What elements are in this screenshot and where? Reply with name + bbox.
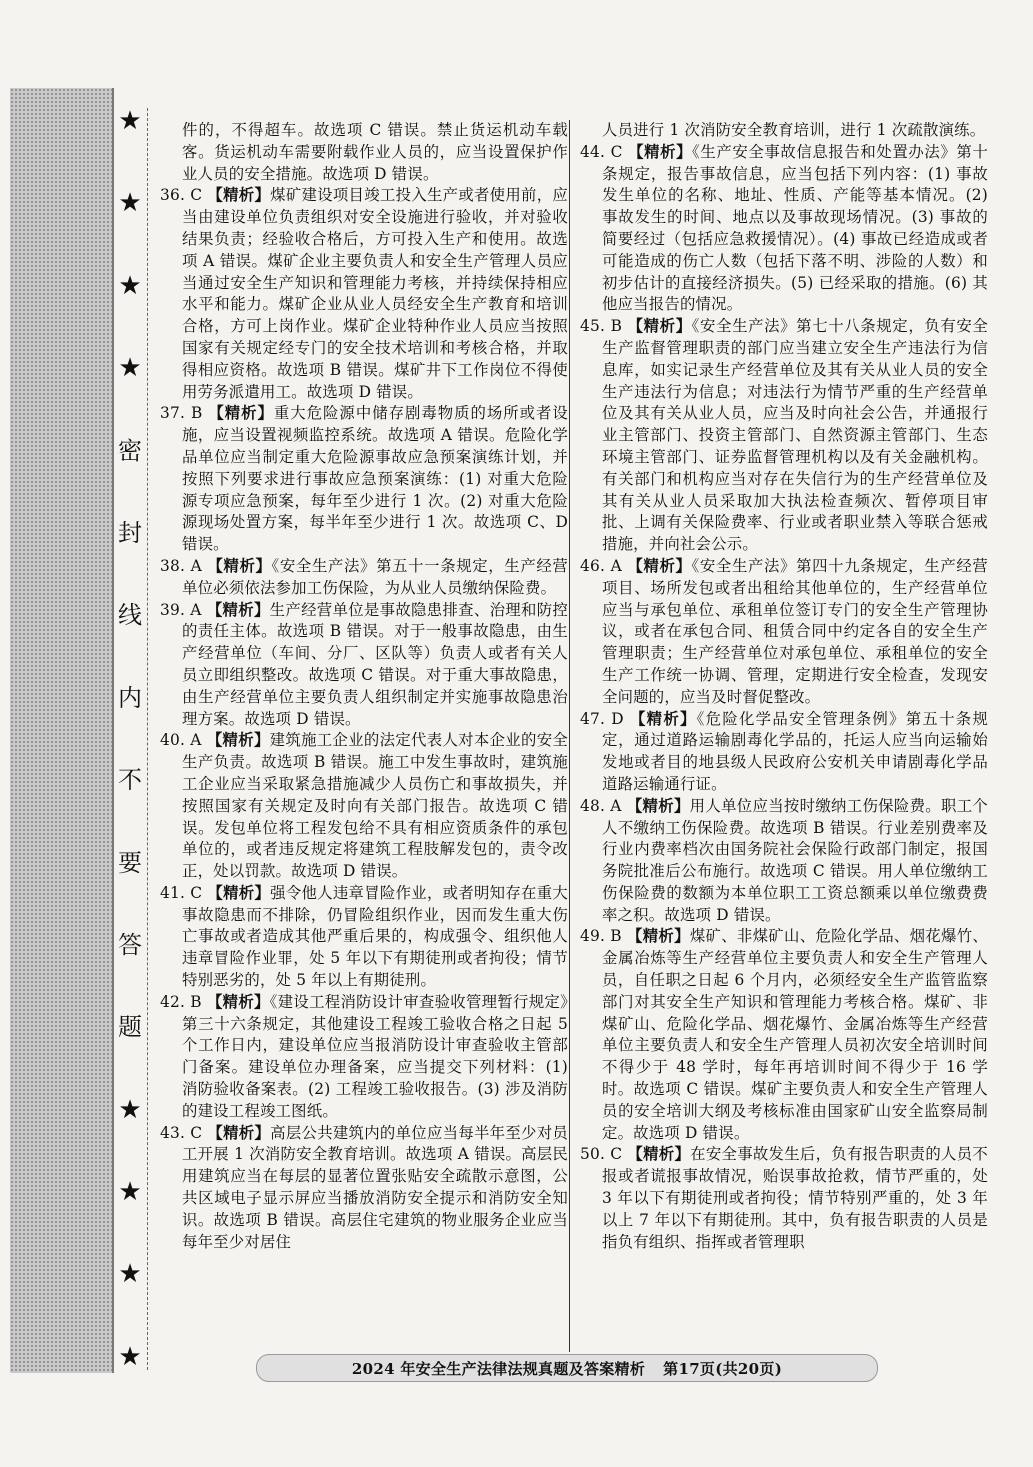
answer-text: 用人单位应当按时缴纳工伤保险费。职工个人不缴纳工伤保险费。故选项 B 错误。行业差别费率及行业内费率档次由国务院社会保险行政部门制定，报国务院批准后公布施行。故选项 C 错误。用人单位缴纳工伤保险费的数额为本单位职工工资总额乘以单位缴费费率之积。故选项 D 错误。	[602, 796, 989, 924]
answer-item	[580, 796, 988, 927]
answer-number: 46. A	[580, 556, 622, 575]
answer-text: 件的，不得超车。故选项 C 错误。禁止货运机动车载客。货运机动车需要附载作业人员的，应当设置保护作业人员的安全措施。故选项 D 错误。	[182, 121, 568, 183]
answer-number: 40. A	[160, 731, 202, 750]
analysis-tag: 【精析】	[627, 927, 690, 946]
seal-star-icon: ★	[118, 1177, 142, 1208]
answer-number: 44. C	[580, 142, 623, 161]
answer-text: 人员进行 1 次消防安全教育培训，进行 1 次疏散演练。	[602, 121, 986, 139]
analysis-tag: 【精析】	[207, 186, 271, 205]
answer-item	[160, 185, 568, 403]
footer-page-number: 第17页(共20页)	[663, 1359, 783, 1378]
answer-number: 42. B	[160, 992, 202, 1011]
analysis-tag: 【精析】	[628, 142, 693, 161]
answer-text: 生产经营单位是事故隐患排查、治理和防控的责任主体。故选项 B 错误。对于一般事故隐患，由生产经营单位（车间、分厂、区队等）负责人或者有关人员立即组织整改。故选项 C 错误。对于重大事故隐患，由生产经营单位主要负责人组织制定并实施事故隐患治理方案。故选项 D 错误。	[182, 600, 569, 728]
seal-star-icon: ★	[118, 1259, 142, 1290]
analysis-tag: 【精析】	[206, 600, 270, 619]
analysis-tag: 【精析】	[208, 404, 274, 423]
continued-paragraph	[580, 120, 988, 142]
answer-number: 43. C	[160, 1123, 203, 1142]
seal-char: 要	[118, 848, 142, 877]
answer-text: 煤矿、非煤矿山、危险化学品、烟花爆竹、金属冶炼等生产经营单位主要负责人和安全生产管理人员，自任职之日起 6 个月内，必须经安全生产监管监察部门对其安全生产知识和管理能力考核合格。煤矿、非煤矿山、危险化学品、烟花爆竹、金属冶炼等生产经营单位主要负责人和安全生产管理人员初次安全培训时间不得少于 48 学时，每年再培训时间不得少于 16 学时。故选项 C 错误。煤矿主要负责人和安全生产管理人员的安全培训大纲及考核标准由国家矿山安全监察局制定。故选项 D 错误。	[602, 927, 988, 1142]
analysis-tag: 【精析】	[207, 1123, 271, 1142]
answer-item	[580, 142, 988, 316]
answer-text: 《安全生产法》第七十八条规定，负有安全生产监督管理职责的部门应当建立安全生产违法行为信息库，如实记录生产经营单位及其有关从业人员的安全生产违法行为信息；对违法行为情节严重的生产经营单位及其有关从业人员，应当及时向社会公告，并通报行业主管部门、投资主管部门、自然资源主管部门、生态环境主管部门、证券监督管理机构以及有关金融机构。有关部门和机构应当对存在失信行为的生产经营单位及其有关从业人员采取加大执法检查频次、暂停项目审批、上调有关保险费率、行业或者职业禁入等联合惩戒措施，并向社会公示。	[602, 317, 988, 554]
seal-star-icon: ★	[118, 1341, 142, 1372]
answer-item	[160, 883, 568, 992]
answer-number: 41. C	[160, 883, 203, 902]
analysis-tag: 【精析】	[207, 556, 272, 575]
analysis-tag: 【精析】	[627, 317, 692, 336]
answer-number: 37. B	[160, 404, 203, 423]
answer-number: 36. C	[160, 186, 203, 205]
analysis-tag: 【精析】	[626, 796, 690, 815]
seal-star-icon: ★	[118, 106, 142, 136]
footer-title: 2024 年安全生产法律法规真题及答案精析	[351, 1359, 646, 1378]
seal-char: 密	[118, 436, 142, 465]
answer-item	[160, 403, 568, 556]
left-column	[160, 120, 568, 1253]
answer-text: 《建设工程消防设计审查验收管理暂行规定》第三十六条规定，其他建设工程竣工验收合格之日起 5 个工作日内，建设单位应当报消防设计审查验收主管部门备案。建设单位办理备案，应当提交下列材料：(1) 消防验收备案表。(2) 工程竣工验收报告。(3) 涉及消防的建设工程竣工图纸。	[182, 992, 568, 1120]
answer-item	[160, 556, 568, 600]
column-divider	[569, 120, 570, 1352]
page-footer	[256, 1354, 878, 1382]
binding-gutter	[10, 88, 114, 1373]
answer-item	[580, 556, 988, 709]
answer-number: 38. A	[160, 556, 202, 575]
answer-number: 39. A	[160, 600, 202, 619]
analysis-tag: 【精析】	[207, 883, 271, 902]
analysis-tag: 【精析】	[206, 731, 270, 750]
seal-char: 答	[118, 930, 142, 959]
analysis-tag: 【精析】	[629, 709, 697, 728]
answer-text: 重大危险源中储存剧毒物质的场所或者设施，应当设置视频监控系统。故选项 A 错误。危险化学品单位应当制定重大危险源事故应急预案演练计划，并按照下列要求进行事故应急预案演练：(1) 对重大危险源专项应急预案，每年至少进行 1 次。(2) 对重大危险源现场处置方案，每半年至少进行 1 次。故选项 C、D 错误。	[182, 404, 568, 554]
answer-text: 《生产安全事故信息报告和处置办法》第十条规定，报告事故信息，应当包括下列内容：(1) 事故发生单位的名称、地址、性质、产能等基本情况。(2) 事故发生的时间、地点以及事故现场情况。(3) 事故的简要经过（包括应急救援情况）。(4) 事故已经造成或者可能造成的伤亡人数（包括下落不明、涉险的人数）和初步估计的直接经济损失。(5) 已经采取的措施。(6) 其他应当报告的情况。	[602, 142, 988, 314]
answer-item	[580, 926, 988, 1144]
seal-char: 封	[118, 518, 142, 547]
answer-text: 建筑施工企业的法定代表人对本企业的安全生产负责。故选项 B 错误。施工中发生事故时，建筑施工企业应当采取紧急措施减少人员伤亡和事故损失，并按照国家有关规定及时向有关部门报告。故选项 C 错误。发包单位将工程发包给不具有相应资质条件的承包单位的，或者违反规定将建筑工程肢解发包的，责令改正，处以罚款。故选项 D 错误。	[182, 731, 569, 881]
answer-item	[580, 316, 988, 556]
analysis-tag: 【精析】	[206, 992, 270, 1011]
answer-text: 在安全事故发生后，负有报告职责的人员不报或者谎报事故情况，贻误事故抢救，情节严重的，处 3 年以下有期徒刑或者拘役；情节特别严重的，处 3 年以上 7 年以下有期徒刑。其中，负有报告职责的人员是指负有组织、指挥或者管理职	[602, 1145, 988, 1251]
seal-char: 题	[118, 1013, 142, 1042]
seal-star-icon: ★	[118, 353, 142, 384]
answer-item	[160, 730, 568, 883]
answer-item	[580, 1144, 988, 1253]
answer-text: 强令他人违章冒险作业，或者明知存在重大事故隐患而不排除，仍冒险组织作业，因而发生重大伤亡事故或者造成其他严重后果的，构成强令、组织他人违章冒险作业罪，处 5 年以下有期徒刑或者拘役；情节特别恶劣的，处 5 年以上有期徒刑。	[182, 883, 568, 990]
seal-char: 不	[118, 766, 142, 795]
answer-text: 《危险化学品安全管理条例》第五十条规定，通过道路运输剧毒化学品的，托运人应当向运输始发地或者目的地县级人民政府公安机关申请剧毒化学品道路运输通行证。	[602, 709, 989, 793]
seal-star-icon: ★	[118, 1094, 142, 1125]
answer-text: 《安全生产法》第五十一条规定，生产经营单位必须依法参加工伤保险，为从业人员缴纳保险费。	[182, 556, 568, 597]
answer-number: 45. B	[580, 317, 623, 336]
seal-char: 内	[118, 683, 142, 712]
answer-number: 47. D	[580, 709, 624, 728]
answer-text: 煤矿建设项目竣工投入生产或者使用前，应当由建设单位负责组织对安全设施进行验收，并对验收结果负责；经验收合格后，方可投入生产和使用。故选项 A 错误。煤矿企业主要负责人和安全生产管理人员应当通过安全生产知识和管理能力考核，并持续保持相应水平和能力。煤矿企业从业人员经安全生产教育和培训合格，方可上岗作业。煤矿企业特种作业人员应当按照国家有关规定经专门的安全技术培训和考核合格，并取得相应资格。故选项 B 错误。煤矿井下工作岗位不得使用劳务派遣用工。故选项 D 错误。	[182, 186, 568, 401]
answer-number: 49. B	[580, 927, 622, 946]
seal-star-icon: ★	[118, 270, 142, 301]
answer-item	[160, 1123, 568, 1254]
answer-text: 《安全生产法》第四十九条规定，生产经营项目、场所发包或者出租给其他单位的，生产经营单位应当与承包单位、承租单位签订专门的安全生产管理协议，或者在承包合同、租赁合同中约定各自的安全生产管理职责；生产经营单位对承包单位、承租单位的安全生产工作统一协调、管理，定期进行安全检查，发现安全问题的，应当及时督促整改。	[602, 556, 988, 706]
analysis-tag: 【精析】	[627, 556, 692, 575]
right-column	[580, 120, 988, 1253]
seal-char: 线	[118, 601, 142, 630]
answer-text: 高层公共建筑内的单位应当每半年至少对员工开展 1 次消防安全教育培训。故选项 A 错误。高层民用建筑应当在每层的显著位置张贴安全疏散示意图，公共区域电子显示屏应当播放消防安全提示和消防安全知识。故选项 B 错误。高层住宅建筑的物业服务企业应当每年至少对居住	[182, 1123, 568, 1251]
answer-item	[160, 600, 568, 731]
answer-number: 48. A	[580, 796, 622, 815]
analysis-tag: 【精析】	[627, 1145, 691, 1164]
seal-line	[113, 108, 148, 1370]
answer-item	[160, 992, 568, 1123]
answer-number: 50. C	[580, 1145, 623, 1164]
continued-paragraph	[160, 120, 568, 185]
answer-item	[580, 709, 988, 796]
seal-star-icon: ★	[118, 188, 142, 219]
